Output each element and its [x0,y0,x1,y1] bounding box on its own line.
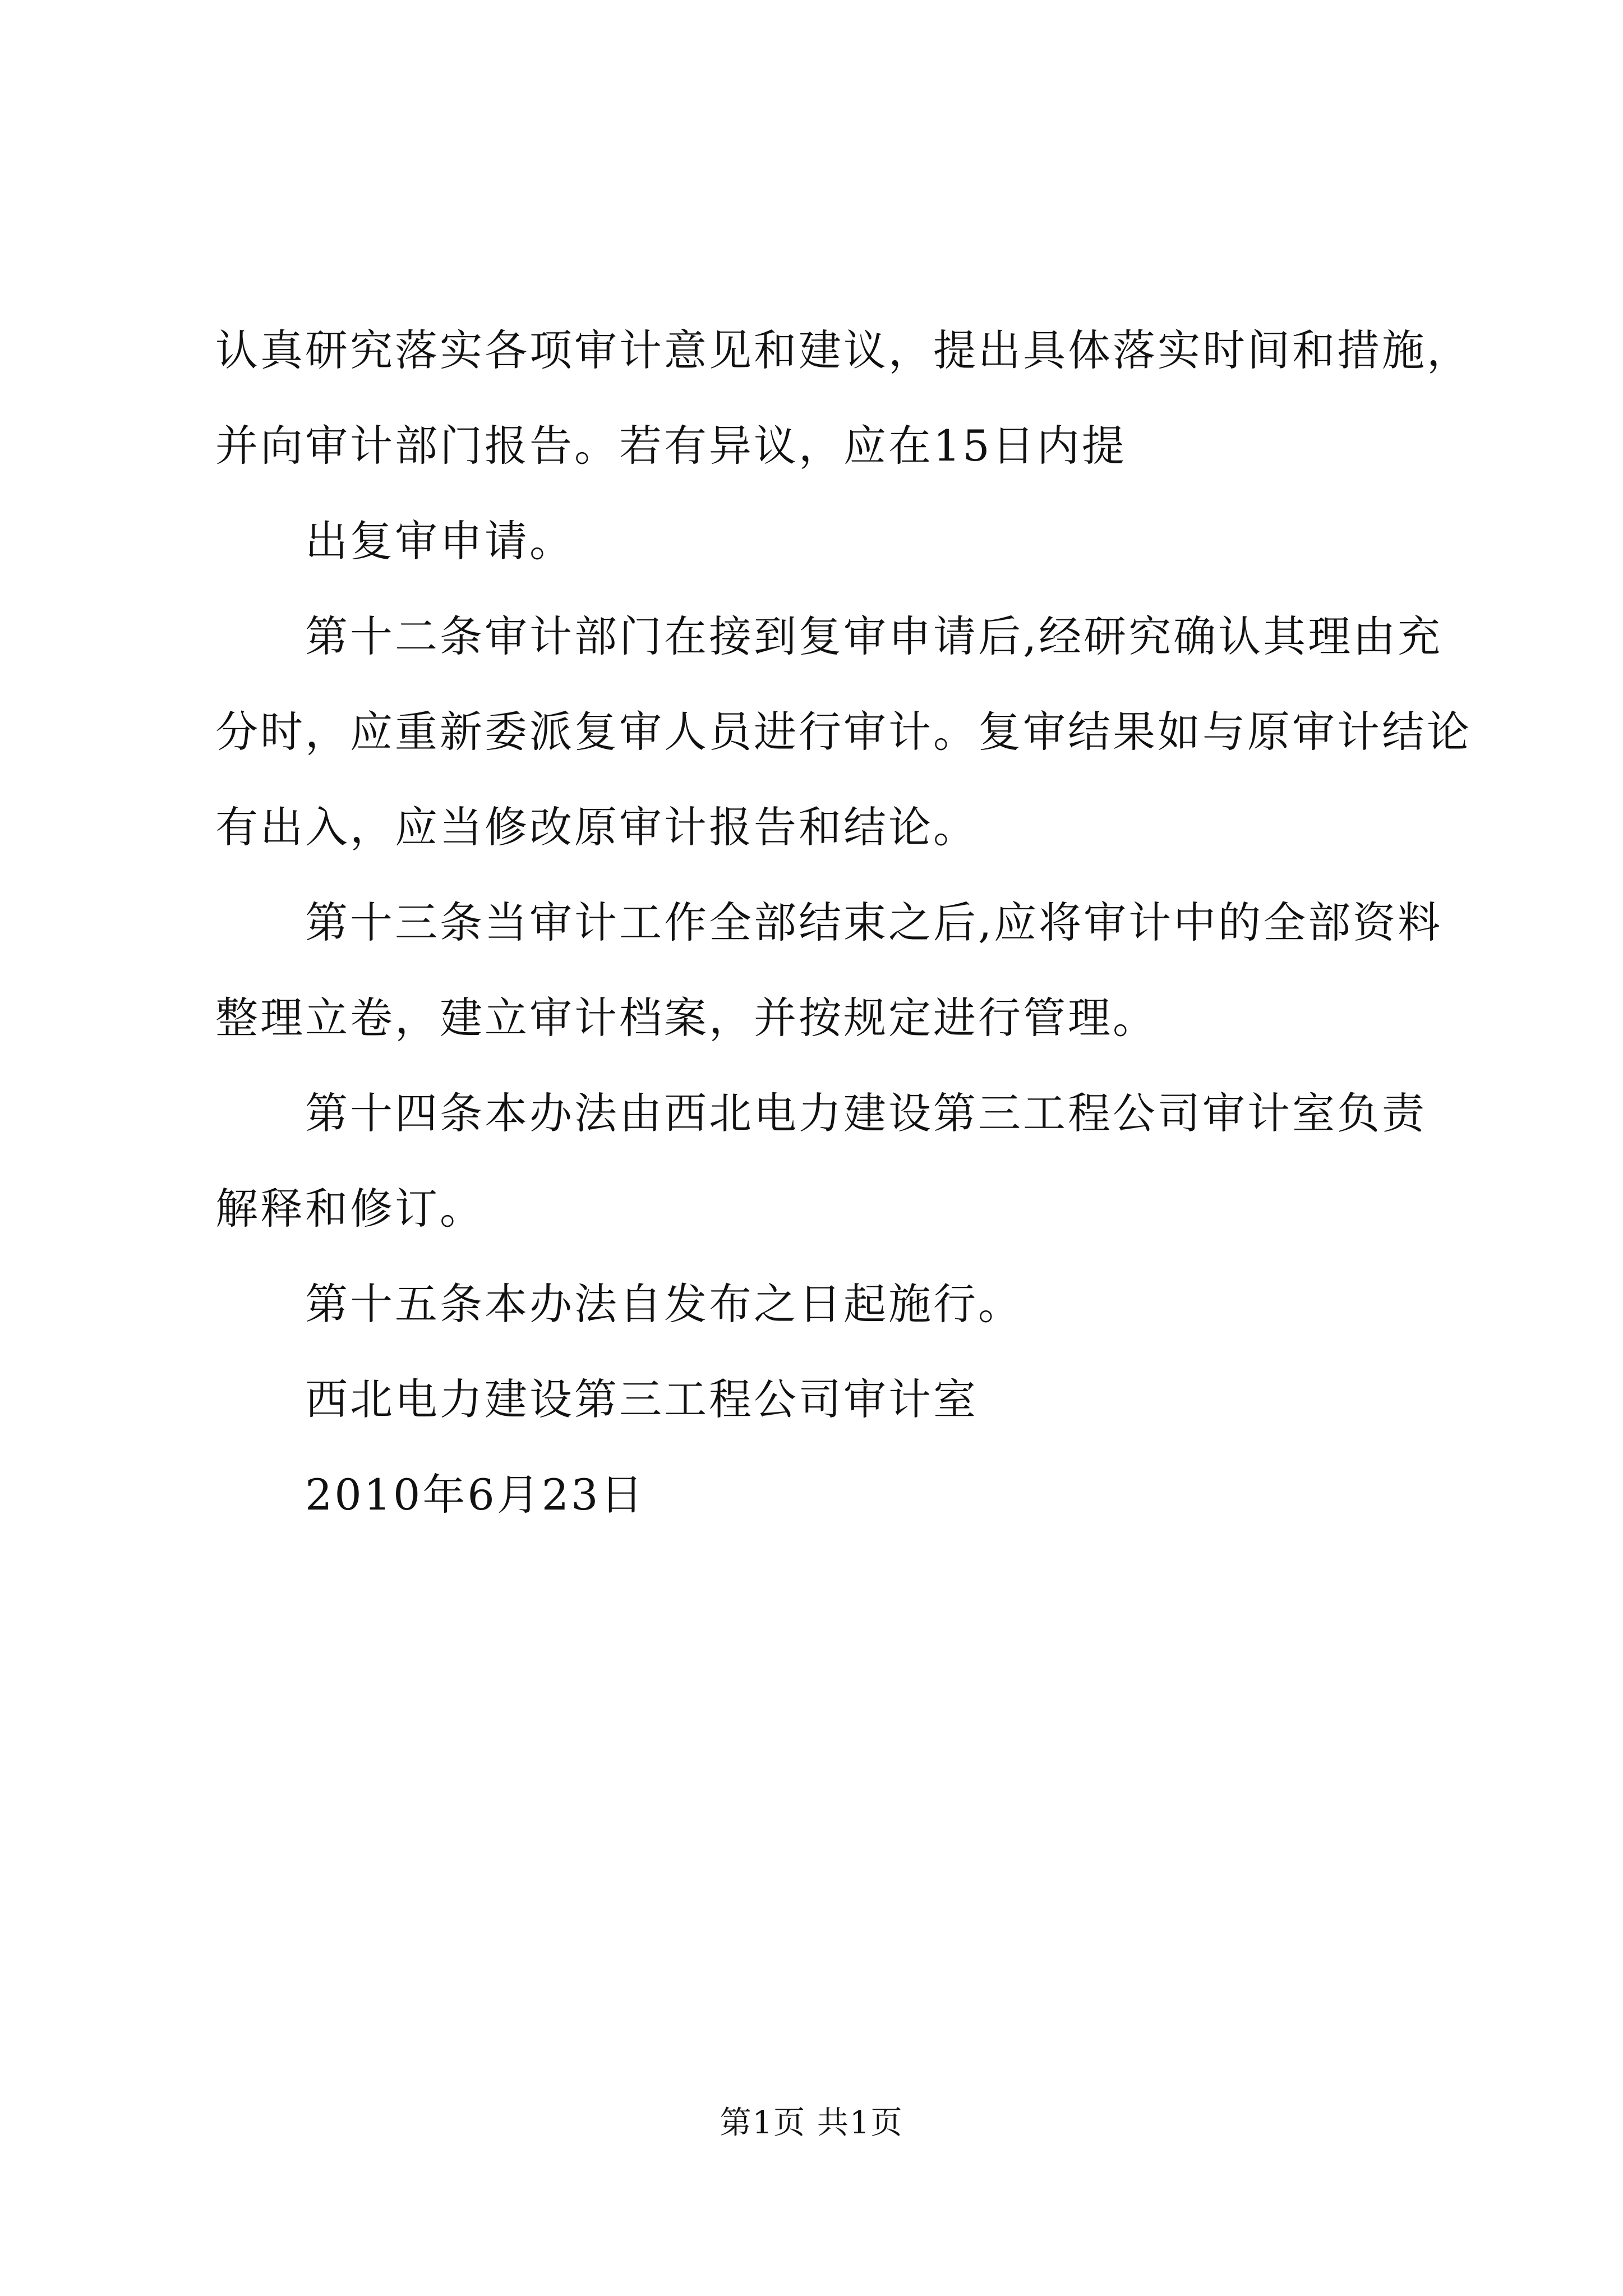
text-line: 有出入，应当修改原审计报告和结论。 [215,802,978,852]
text-line: 解释和修订。 [215,1184,485,1234]
article-15-line: 第十五条本办法自发布之日起施行。 [305,1279,1023,1329]
text-line: 认真研究落实各项审计意见和建议，提出具体落实时间和措施， [215,325,1472,375]
text-line: 出复审申请。 [305,516,574,566]
page-footer [0,2101,1623,2146]
article-13-line: 第十三条当审计工作全部结束之后,应将审计中的全部资料 [305,898,1443,947]
text-line: 并向审计部门报告。若有异议，应在15日内提 [215,421,1127,471]
article-12-line: 第十二条审计部门在接到复审申请后,经研究确认其理由充 [305,611,1443,661]
text-line: 分时，应重新委派复审人员进行审计。复审结果如与原审计结论 [215,707,1472,757]
page-number: 第1页 共1页 [720,2105,903,2141]
signature-org: 西北电力建设第三工程公司审计室 [305,1374,978,1424]
text-line: 整理立卷，建立审计档案，并按规定进行管理。 [215,993,1158,1043]
article-14-line: 第十四条本办法由西北电力建设第三工程公司审计室负责 [305,1088,1427,1138]
document-body [215,303,1472,1543]
signature-date: 2010年6月23日 [305,1470,645,1520]
